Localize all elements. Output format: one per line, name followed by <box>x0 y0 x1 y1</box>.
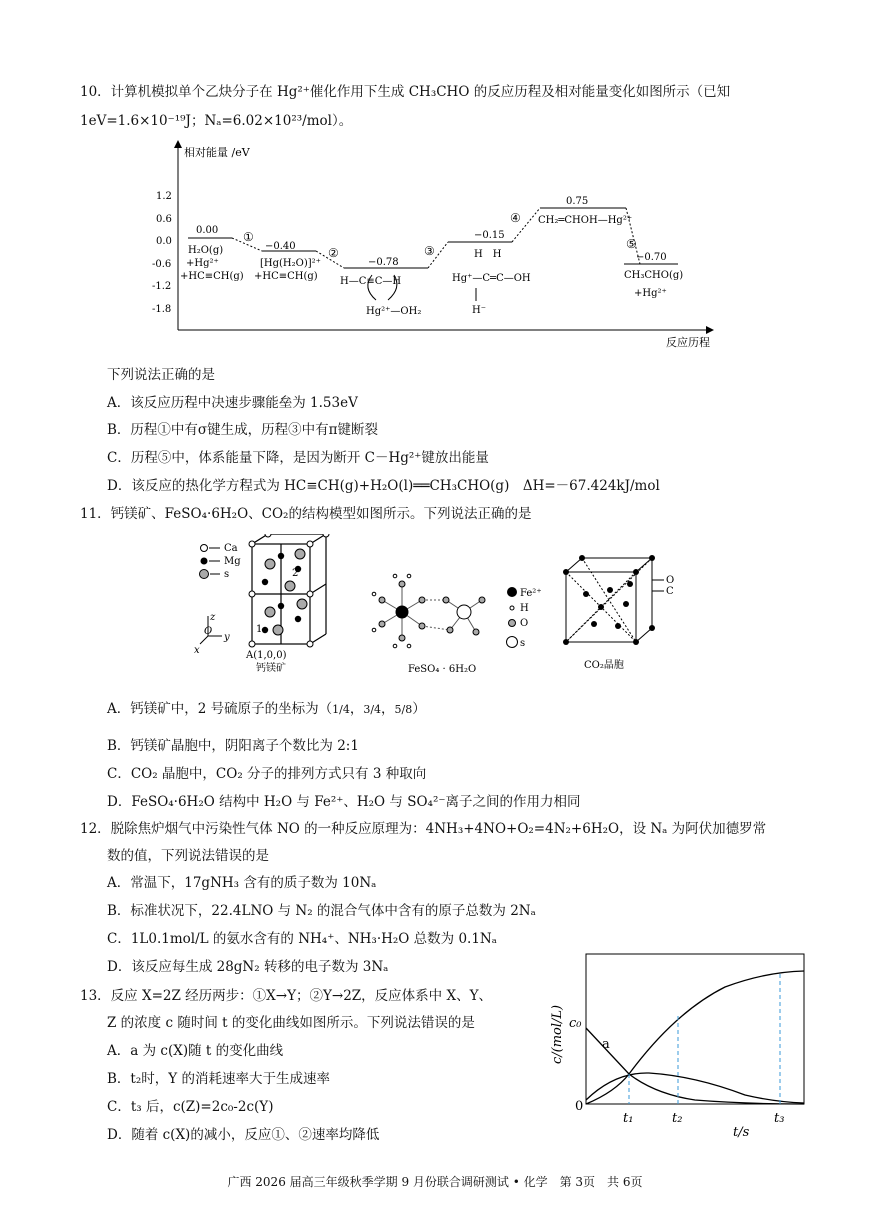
curve-x-a <box>586 1028 804 1104</box>
xmark-t2: t₂ <box>672 1111 683 1126</box>
species-5b: +Hg²⁺ <box>634 288 667 299</box>
axis-z: z <box>210 612 216 623</box>
legend-s2-dot <box>507 637 518 648</box>
legend-mg: Mg <box>224 556 241 567</box>
step-3: ③ <box>424 244 435 258</box>
q12-option-d: D．该反应每生成 28gN₂ 转移的电子数为 3Nₐ <box>107 959 389 975</box>
legend-h-dot <box>510 606 514 610</box>
frac-2: 3/4 <box>363 703 382 716</box>
caption-cell2: FeSO₄ · 6H₂O <box>408 664 477 675</box>
q11-option-c: C．CO₂ 晶胞中，CO₂ 分子的排列方式只有 3 种取向 <box>107 766 427 782</box>
legend-c3: C <box>666 586 674 597</box>
species-0b: +Hg²⁺ <box>186 258 219 269</box>
caption-cell3: CO₂晶胞 <box>584 660 624 671</box>
legend-o-dot <box>509 620 516 627</box>
legend-o: O <box>520 618 529 629</box>
q10-stem-line1: 10．计算机模拟单个乙炔分子在 Hg²⁺催化作用下生成 CH₃CHO 的反应历程及相对能量变化如图所示（已知 <box>80 84 731 100</box>
y-axis-label: 相对能量 /eV <box>184 146 250 159</box>
legend-mg-dot <box>201 558 208 565</box>
feso4-atoms <box>372 574 485 648</box>
x-axis-label: 反应历程 <box>666 336 710 349</box>
species-5a: CH₃CHO(g) <box>624 270 684 281</box>
species-2b: Hg²⁺—OH₂ <box>366 306 422 317</box>
q13-stem-line2: Z 的浓度 c 随时间 t 的变化曲线如图所示。下列说法错误的是 <box>107 1015 475 1031</box>
legend-s: s <box>224 569 230 580</box>
species-2a: H—C≡C—H <box>340 276 402 287</box>
q12-option-c: C．1L0.1mol/L 的氨水含有的 NH₄⁺、NH₃·H₂O 总数为 0.1Nₐ <box>107 931 497 947</box>
point-a-label: A(1,0,0) <box>246 650 287 661</box>
level-1-value: −0.40 <box>265 241 296 252</box>
legend-s-dot <box>200 570 209 579</box>
q13-concentration-chart <box>545 952 815 1152</box>
y-axis-arrow <box>174 140 182 148</box>
q13-curve-label: a <box>602 1037 610 1052</box>
q11-option-a-suffix: ） <box>412 701 426 717</box>
curve-y <box>586 1073 804 1103</box>
ytick-1.2: 1.2 <box>156 191 172 202</box>
axis-y: y <box>224 632 230 643</box>
q13-y-mark: c₀ <box>569 1016 582 1031</box>
q11-stem: 11．钙镁矿、FeSO₄·6H₂O、CO₂的结构模型如图所示。下列说法正确的是 <box>80 506 532 522</box>
legend-fe-dot <box>507 587 517 597</box>
legend-s2: s <box>520 638 526 649</box>
curve-z <box>586 971 804 1104</box>
ytick--1.2: -1.2 <box>152 281 172 292</box>
caption-cell1: 钙镁矿 <box>256 663 286 674</box>
legend-ca-dot <box>201 545 208 552</box>
level-2-value: −0.78 <box>368 257 399 268</box>
level-5-value: −0.70 <box>636 252 667 263</box>
step-2: ② <box>328 246 339 260</box>
species-1a: [Hg(H₂O)]²⁺ <box>260 258 321 269</box>
q12-stem-line2: 数的值，下列说法错误的是 <box>107 848 269 864</box>
q10-option-b: B．历程①中有σ键生成，历程③中有π键断裂 <box>107 422 379 438</box>
species-0a: H₂O(g) <box>188 245 224 256</box>
step-4: ④ <box>510 211 521 225</box>
frac-1: 1/4 <box>332 703 350 716</box>
axis-o: O <box>204 626 213 637</box>
q13-origin: 0 <box>575 1099 584 1114</box>
q10-energy-diagram <box>140 138 730 350</box>
q10-stem-line2: 1eV=1.6×10⁻¹⁹J；Nₐ=6.02×10²³/mol）。 <box>80 113 353 129</box>
step-1: ① <box>243 230 254 244</box>
q12-option-a: A．常温下，17gNH₃ 含有的质子数为 10Nₐ <box>107 875 377 891</box>
q10-option-a: A．该反应历程中决速步骤能垒为 1.53eV <box>107 395 358 411</box>
q10-prompt: 下列说法正确的是 <box>107 367 215 383</box>
species-3a: H H <box>474 249 502 260</box>
q10-option-d: D．该反应的热化学方程式为 HC≡CH(g)+H₂O(l)══CH₃CHO(g) ΔH=－67.424kJ/mol <box>107 478 660 494</box>
legend-o3: O <box>666 575 675 586</box>
species-3b: Hg⁺—C═C—OH <box>452 273 531 284</box>
species-0c: +HC≡CH(g) <box>180 271 244 282</box>
q11-option-b: B．钙镁矿晶胞中，阴阳离子个数比为 2:1 <box>107 738 359 754</box>
species-1b: +HC≡CH(g) <box>254 271 318 282</box>
axis-x: x <box>194 645 200 656</box>
ytick-0.0: 0.0 <box>156 236 172 247</box>
q12-stem-line1: 12．脱除焦炉烟气中污染性气体 NO 的一种反应原理为：4NH₃+4NO+O₂=4N₂+6H₂O，设 Nₐ 为阿伏加德罗常 <box>80 821 767 837</box>
q11-option-d: D．FeSO₄·6H₂O 结构中 H₂O 与 Fe²⁺、H₂O 与 SO₄²⁻离子之间的作用力相同 <box>107 794 581 810</box>
atom-label-2: 2 <box>292 568 299 579</box>
q13-xlabel: t/s <box>733 1125 750 1140</box>
chart-frame <box>586 954 804 1104</box>
species-3c: H⁻ <box>472 305 486 316</box>
legend-ca: Ca <box>224 543 238 554</box>
level-0-value: 0.00 <box>196 225 219 236</box>
q13-option-d: D．随着 c(X)的减小，反应①、②速率均降低 <box>107 1127 380 1143</box>
ytick--1.8: -1.8 <box>152 304 172 315</box>
q13-option-a: A．a 为 c(X)随 t 的变化曲线 <box>107 1043 284 1059</box>
q11-option-a-prefix: A．钙镁矿中，2 号硫原子的坐标为（ <box>107 701 333 717</box>
page-footer: 广西 2026 届高三年级秋季学期 9 月份联合调研测试 • 化学 第 3页 共 6页 <box>227 1175 643 1189</box>
q10-option-c: C．历程⑤中，体系能量下降，是因为断开 C－Hg²⁺键放出能量 <box>107 450 489 466</box>
xmark-t3: t₃ <box>774 1111 785 1126</box>
species-4a: CH₂═CHOH—Hg²⁺ <box>538 215 633 226</box>
level-3-value: −0.15 <box>474 230 505 241</box>
q13-option-b: B．t₂时，Y 的消耗速率大于生成速率 <box>107 1071 330 1087</box>
level-4-value: 0.75 <box>566 196 589 207</box>
y-ticks <box>152 191 172 315</box>
xmark-t1: t₁ <box>623 1111 634 1126</box>
atom-label-1: 1 <box>256 624 263 635</box>
ytick-0.6: 0.6 <box>156 214 172 225</box>
legend-fe: Fe²⁺ <box>520 588 542 599</box>
q13-ylabel: c/(mol/L) <box>550 1004 565 1064</box>
q12-option-b: B．标准状况下，22.4LNO 与 N₂ 的混合气体中含有的原子总数为 2Nₐ <box>107 903 536 919</box>
step-5: ⑤ <box>626 237 637 251</box>
frac-3: 5/8 <box>394 703 413 716</box>
q11-structure-figure <box>190 534 690 684</box>
q13-option-c: C．t₃ 后，c(Z)=2c₀-2c(Y) <box>107 1099 274 1115</box>
co2-cell <box>566 558 652 642</box>
x-axis-arrow <box>706 326 714 334</box>
q11-option-a: A．钙镁矿中，2 号硫原子的坐标为（1/4，3/4，5/8） <box>107 701 426 717</box>
legend-h: H <box>520 603 529 614</box>
ytick--0.6: -0.6 <box>152 259 172 270</box>
q13-stem-line1: 13．反应 X=2Z 经历两步：①X→Y；②Y→2Z，反应体系中 X、Y、 <box>80 988 492 1004</box>
